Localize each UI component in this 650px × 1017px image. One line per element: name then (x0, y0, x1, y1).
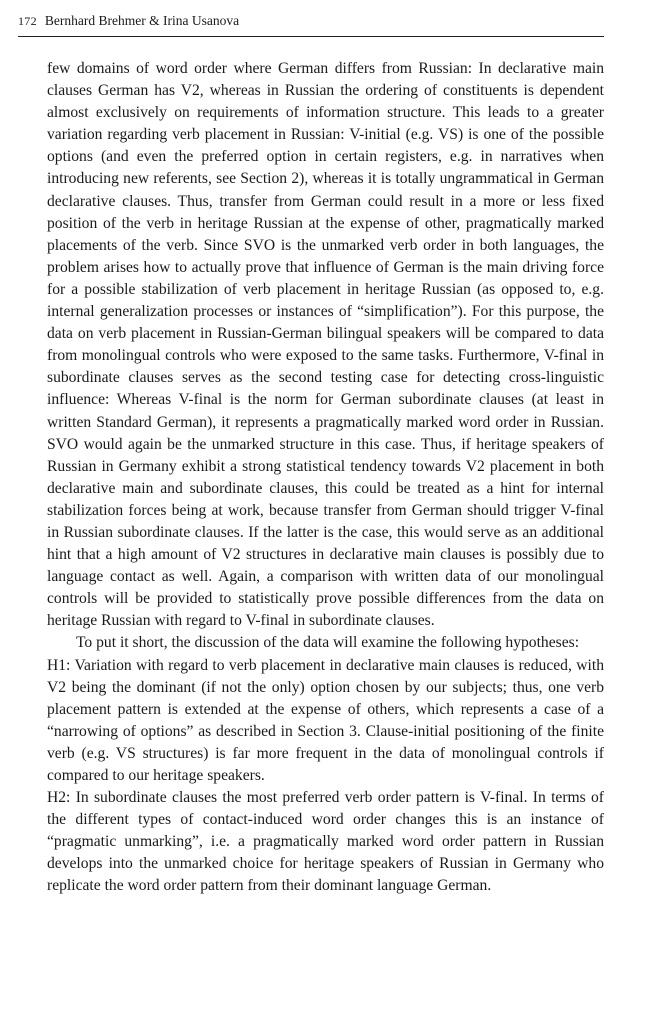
paragraph-hypothesis-h1: H1: Variation with regard to verb placement in declarative main clauses is reduced, with V2 being the dominant (if not the only) option chosen by our subjects; thus, one verb placement pattern is extended at the expense of others, which represents a case of a “narrowing of options” as described in Section 3. Clause-initial positioning of the finite verb (e.g. VS structures) is far more frequent in the data of monolingual controls if compared to our heritage speakers. (47, 656, 604, 784)
body-text (47, 58, 604, 898)
paragraph-continuation: few domains of word order where German differs from Russian: In declarative main clauses German has V2, whereas in Russian the ordering of constituents is dependent almost exclusively on requirements of information structure. This leads to a greater variation regarding verb placement in Russian: V-initial (e.g. VS) is one of the possible options (and even the preferred option in certain registers, e.g. in narratives when introducing new referents, see Section 2), whereas it is totally ungrammatical in German declarative clauses. Thus, transfer from German could result in a more or less fixed position of the verb in heritage Russian at the expense of other, pragmatically marked placements of the verb. Since SVO is the unmarked verb order in both languages, the problem arises how to actually prove that influence of German is the main driving force for a possible stabilization of verb placement in heritage Russian (as opposed to, e.g. internal generalization processes or instances of “simplification”). For this purpose, the data on verb placement in Russian-German bilingual speakers will be compared to data from monolingual controls who were exposed to the same tasks. Furthermore, V-final in subordinate clauses serves as the second testing case for detecting cross-linguistic influence: Whereas V-final is the norm for German subordinate clauses (at least in written Standard German), it represents a pragmatically marked word order in Russian. SVO would again be the unmarked structure in this case. Thus, if heritage speakers of Russian in Germany exhibit a strong statistical tendency towards V2 placement in both declarative main and subordinate clauses, this could be treated as a hint for internal stabilization forces being at work, because transfer from German should trigger V-final in Russian subordinate clauses. If the latter is the case, this would serve as an additional hint that a high amount of V2 structures in declarative main clauses is possibly due to language contact as well. Again, a comparison with written data of our monolingual controls will be provided to statistically prove possible differences from the data on heritage Russian with regard to V-final in subordinate clauses. (47, 60, 604, 630)
paragraph-hypotheses-intro: To put it short, the discussion of the data will examine the following hypotheses: (76, 634, 580, 652)
running-header (18, 12, 604, 37)
page-number: 172 (18, 14, 37, 28)
running-title: Bernhard Brehmer & Irina Usanova (44, 13, 240, 28)
paragraph-hypothesis-h2: H2: In subordinate clauses the most preferred verb order pattern is V-final. In terms of the different types of contact-induced word order changes this is an instance of “pragmatic unmarking”, i.e. a pragmatically marked word order pattern in Russian develops into the unmarked choice for heritage speakers of Russian in Germany who replicate the word order pattern from their dominant language German. (47, 789, 604, 895)
